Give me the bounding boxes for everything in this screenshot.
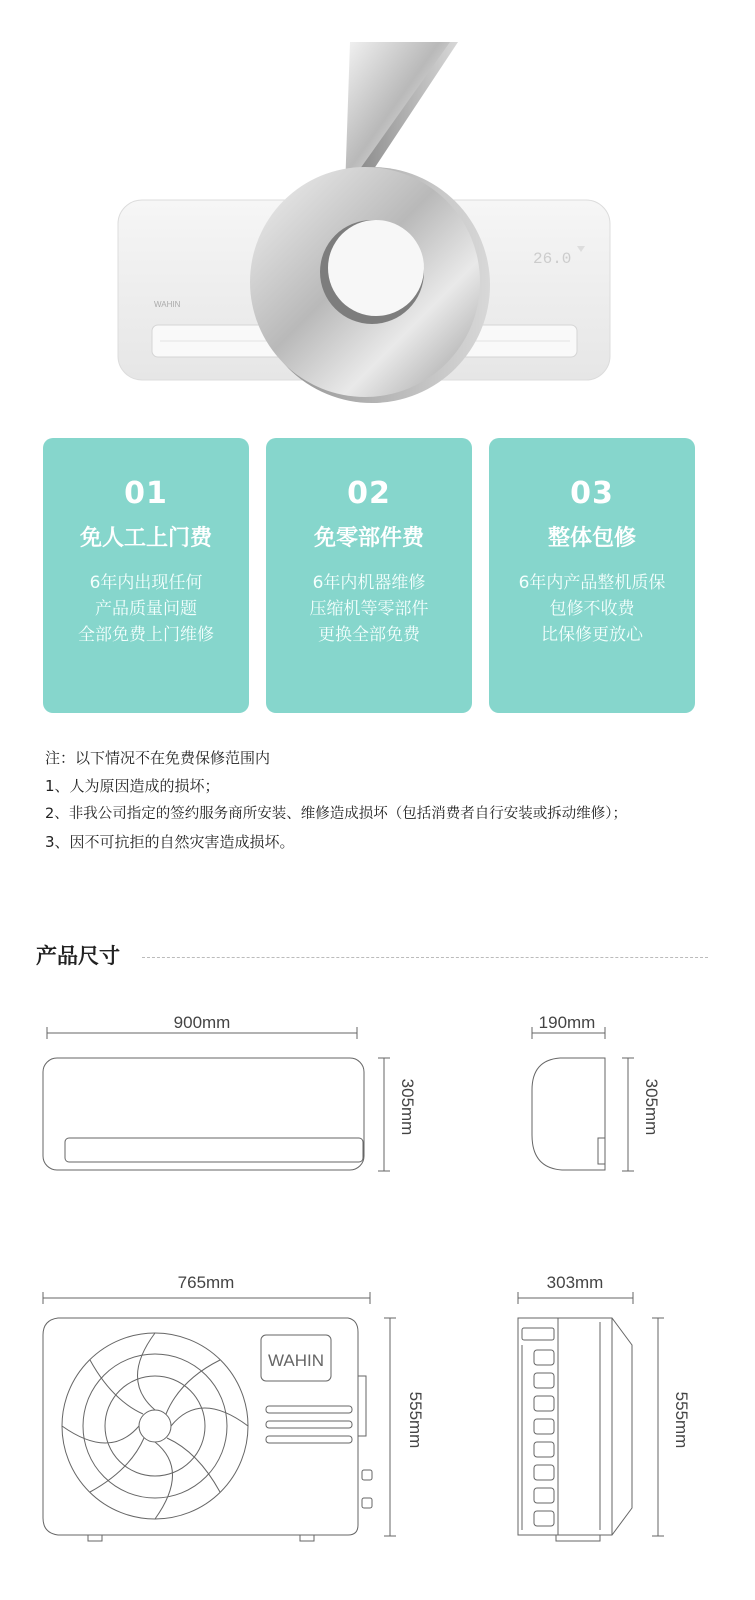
card-description [266, 570, 472, 648]
hero-brand-small: WAHIN [154, 300, 181, 309]
outdoor-depth-label: 303mm [546, 1273, 604, 1292]
outdoor-width-label: 765mm [177, 1273, 235, 1292]
hero-product-image [0, 0, 755, 420]
note-item: 2、非我公司指定的签约服务商所安装、维修造成损坏（包括消费者自行安装或拆动维修）； [45, 806, 627, 822]
card-line: 包修不收费 [549, 599, 635, 619]
big-six-graphic [250, 42, 490, 403]
card-line: 产品质量问题 [95, 599, 197, 619]
outdoor-brand-label: WAHIN [267, 1351, 325, 1370]
service-card-3 [489, 438, 695, 713]
indoor-depth-label: 190mm [538, 1013, 596, 1032]
card-line: 6年内出现任何 [89, 573, 203, 593]
card-description [489, 570, 695, 648]
section-title: 产品尺寸 [36, 944, 120, 968]
outdoor-front-drawing [43, 1273, 425, 1541]
hero-display-reading: 26.0 [533, 250, 572, 268]
section-divider [142, 957, 708, 958]
indoor-side-height-label: 305mm [642, 1078, 661, 1136]
outdoor-side-height-label: 555mm [672, 1391, 691, 1449]
card-number: 01 [124, 476, 168, 511]
card-line: 全部免费上门维修 [78, 625, 214, 645]
indoor-front-drawing [43, 1013, 417, 1171]
card-title: 免零部件费 [313, 526, 424, 551]
service-card-2 [266, 438, 472, 713]
card-line: 比保修更放心 [541, 625, 643, 645]
card-line: 6年内产品整机质保 [518, 573, 666, 593]
card-description [43, 570, 249, 648]
outdoor-height-label: 555mm [406, 1391, 425, 1449]
note-item: 3、因不可抗拒的自然灾害造成损坏。 [45, 833, 295, 851]
note-item: 1、人为原因造成的损坏； [45, 777, 220, 795]
card-number: 02 [347, 476, 391, 511]
card-line: 压缩机等零部件 [309, 599, 429, 619]
indoor-height-label: 305mm [398, 1078, 417, 1136]
notes-heading: 注：以下情况不在免费保修范围内 [45, 749, 271, 767]
warranty-exclusions [45, 744, 735, 856]
card-number: 03 [570, 476, 614, 511]
card-line: 更换全部免费 [318, 625, 420, 645]
service-card-1 [43, 438, 249, 713]
indoor-side-drawing [532, 1013, 661, 1171]
card-title: 整体包修 [547, 526, 636, 551]
dimension-drawings [0, 1000, 755, 1600]
card-title: 免人工上门费 [79, 526, 212, 551]
card-line: 6年内机器维修 [312, 573, 426, 593]
indoor-width-label: 900mm [173, 1013, 231, 1032]
outdoor-side-drawing [518, 1273, 691, 1541]
